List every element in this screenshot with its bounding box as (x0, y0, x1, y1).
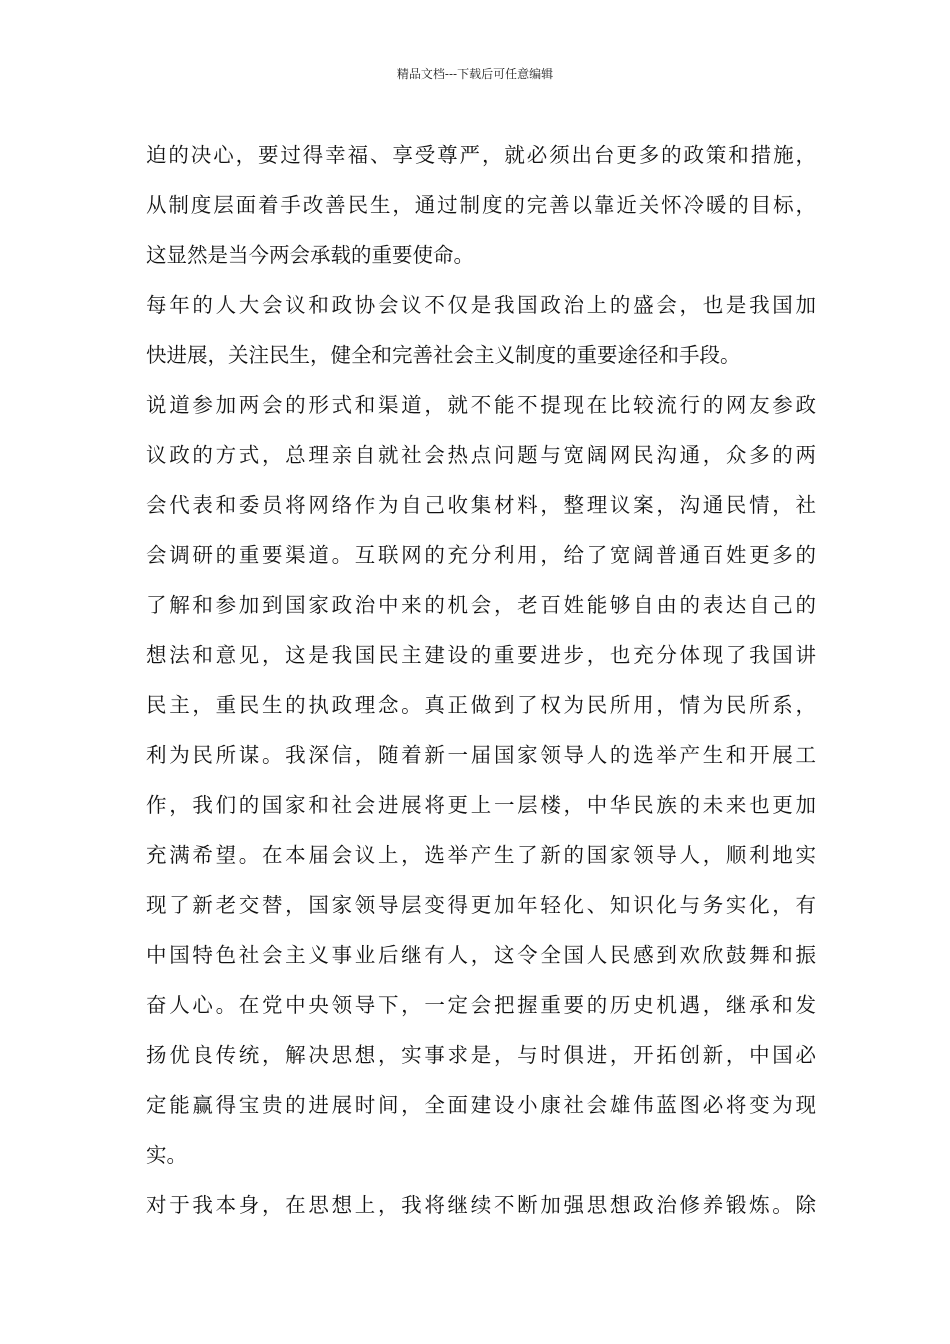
paragraph-line: 说道参加两会的形式和渠道，就不能不提现在比较流行的网友参政 (146, 393, 816, 417)
paragraph-line: 会调研的重要渠道。互联网的充分利用，给了宽阔普通百姓更多的 (146, 543, 816, 567)
paragraph-line: 了解和参加到国家政治中来的机会，老百姓能够自由的表达自己的 (146, 593, 816, 617)
paragraph-line: 定能赢得宝贵的进展时间，全面建设小康社会雄伟蓝图必将变为现 (146, 1093, 816, 1117)
document-body (146, 130, 816, 1230)
paragraph-line: 利为民所谋。我深信，随着新一届国家领导人的选举产生和开展工 (146, 743, 816, 767)
paragraph-line: 快进展，关注民生，健全和完善社会主义制度的重要途径和手段。 (146, 343, 741, 367)
paragraph-line: 现了新老交替，国家领导层变得更加年轻化、知识化与务实化，有 (146, 893, 816, 917)
paragraph-line: 奋人心。在党中央领导下，一定会把握重要的历史机遇，继承和发 (146, 993, 816, 1017)
paragraph-line: 民主，重民生的执政理念。真正做到了权为民所用，情为民所系， (146, 693, 816, 717)
paragraph-line: 中国特色社会主义事业后继有人，这令全国人民感到欢欣鼓舞和振 (146, 943, 816, 967)
paragraph-line: 会代表和委员将网络作为自己收集材料，整理议案，沟通民情，社 (146, 493, 816, 517)
paragraph-line: 迫的决心，要过得幸福、享受尊严，就必须出台更多的政策和措施， (146, 143, 816, 167)
paragraph-line: 想法和意见，这是我国民主建设的重要进步，也充分体现了我国讲 (146, 643, 816, 667)
paragraph-line: 实。 (146, 1143, 187, 1167)
paragraph-line: 充满希望。在本届会议上，选举产生了新的国家领导人，顺利地实 (146, 843, 816, 867)
paragraph-line: 对于我本身，在思想上，我将继续不断加强思想政治修养锻炼。除 (146, 1193, 816, 1217)
paragraph-line: 从制度层面着手改善民生，通过制度的完善以靠近关怀冷暖的目标， (146, 193, 816, 217)
paragraph-line: 每年的人大会议和政协会议不仅是我国政治上的盛会，也是我国加 (146, 293, 816, 317)
page-header: 精品文档---下载后可任意编辑 (396, 67, 554, 81)
paragraph-line: 议政的方式，总理亲自就社会热点问题与宽阔网民沟通，众多的两 (146, 443, 816, 467)
paragraph-line: 这显然是当今两会承载的重要使命。 (146, 243, 474, 267)
paragraph-line: 作，我们的国家和社会进展将更上一层楼，中华民族的未来也更加 (146, 793, 816, 817)
paragraph-line: 扬优良传统，解决思想，实事求是，与时俱进，开拓创新，中国必 (146, 1043, 816, 1067)
